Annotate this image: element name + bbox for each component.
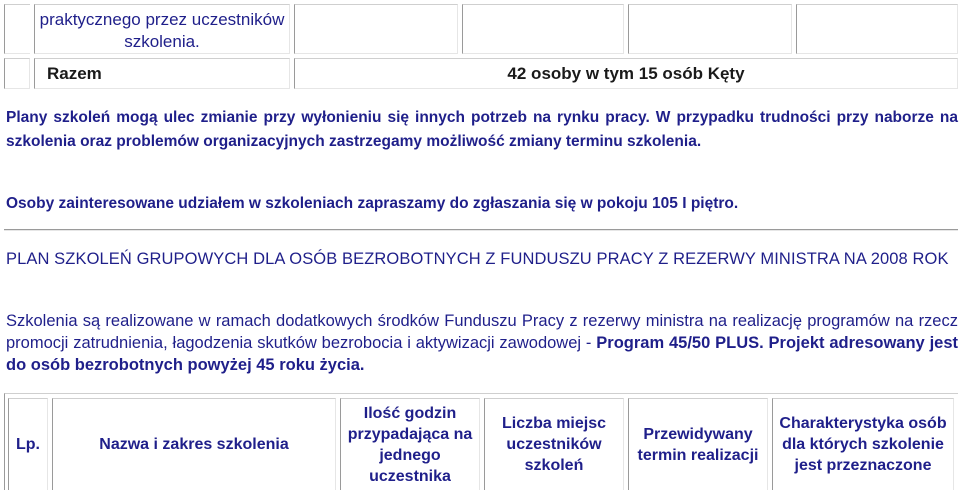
total-value: 42 osoby w tym 15 osób Kęty [294, 58, 958, 89]
column-header-term: Przewidywany termin realizacji [628, 398, 768, 490]
column-header-lp: Lp. [8, 398, 48, 490]
table-cell-empty [462, 4, 624, 54]
description-intro: Szkolenia są realizowane w ramach dodatkowych środków Funduszu Pracy z rezerwy ministra na realizację programów na rzecz promocji zatrudnienia, łagodzenia skutków bezrobocia i aktywizacji zawodowej - [6, 312, 958, 352]
target-audience: Projekt adresowany jest do osób bezrobotnych powyżej 45 roku życia. [6, 334, 958, 374]
table-cell-empty [4, 4, 30, 54]
column-header-hours: Ilość godzin przypadająca na jednego uczestnika [340, 398, 480, 490]
column-header-places: Liczba miejsc uczestników szkoleń [484, 398, 624, 490]
table-row [4, 0, 958, 56]
invitation-notice: Osoby zainteresowane udziałem w szkoleniach zapraszamy do zgłaszania się w pokoju 105 I piętro. [6, 195, 739, 212]
table-cell-description: praktycznego przez uczestników szkolenia. [34, 4, 290, 54]
table-cell-empty [4, 58, 30, 89]
total-label: Razem [34, 58, 290, 89]
column-header-name: Nazwa i zakres szkolenia [52, 398, 336, 490]
section-title: PLAN SZKOLEŃ GRUPOWYCH DLA OSÓB BEZROBOTNYCH Z FUNDUSZU PRACY Z REZERWY MINISTRA NA 2008 ROK [6, 250, 949, 268]
program-name: Program 45/50 PLUS. [596, 334, 764, 352]
horizontal-divider [4, 229, 958, 231]
previous-training-table [4, 0, 958, 91]
plan-change-notice: Plany szkoleń mogą ulec zmianie przy wyłonieniu się innych potrzeb na rynku pracy. W przypadku trudności przy naborze na szkolenia oraz problemów organizacyjnych zastrzegamy możliwość zmiany terminu szkolenia. [6, 109, 958, 150]
table-cell-empty [796, 4, 958, 54]
table-row-total [4, 58, 958, 90]
table-cell-empty [628, 4, 792, 54]
column-header-characteristics: Charakterystyka osób dla których szkolenie jest przeznaczone [772, 398, 954, 490]
section-description [6, 310, 958, 376]
table-cell-empty [294, 4, 458, 54]
